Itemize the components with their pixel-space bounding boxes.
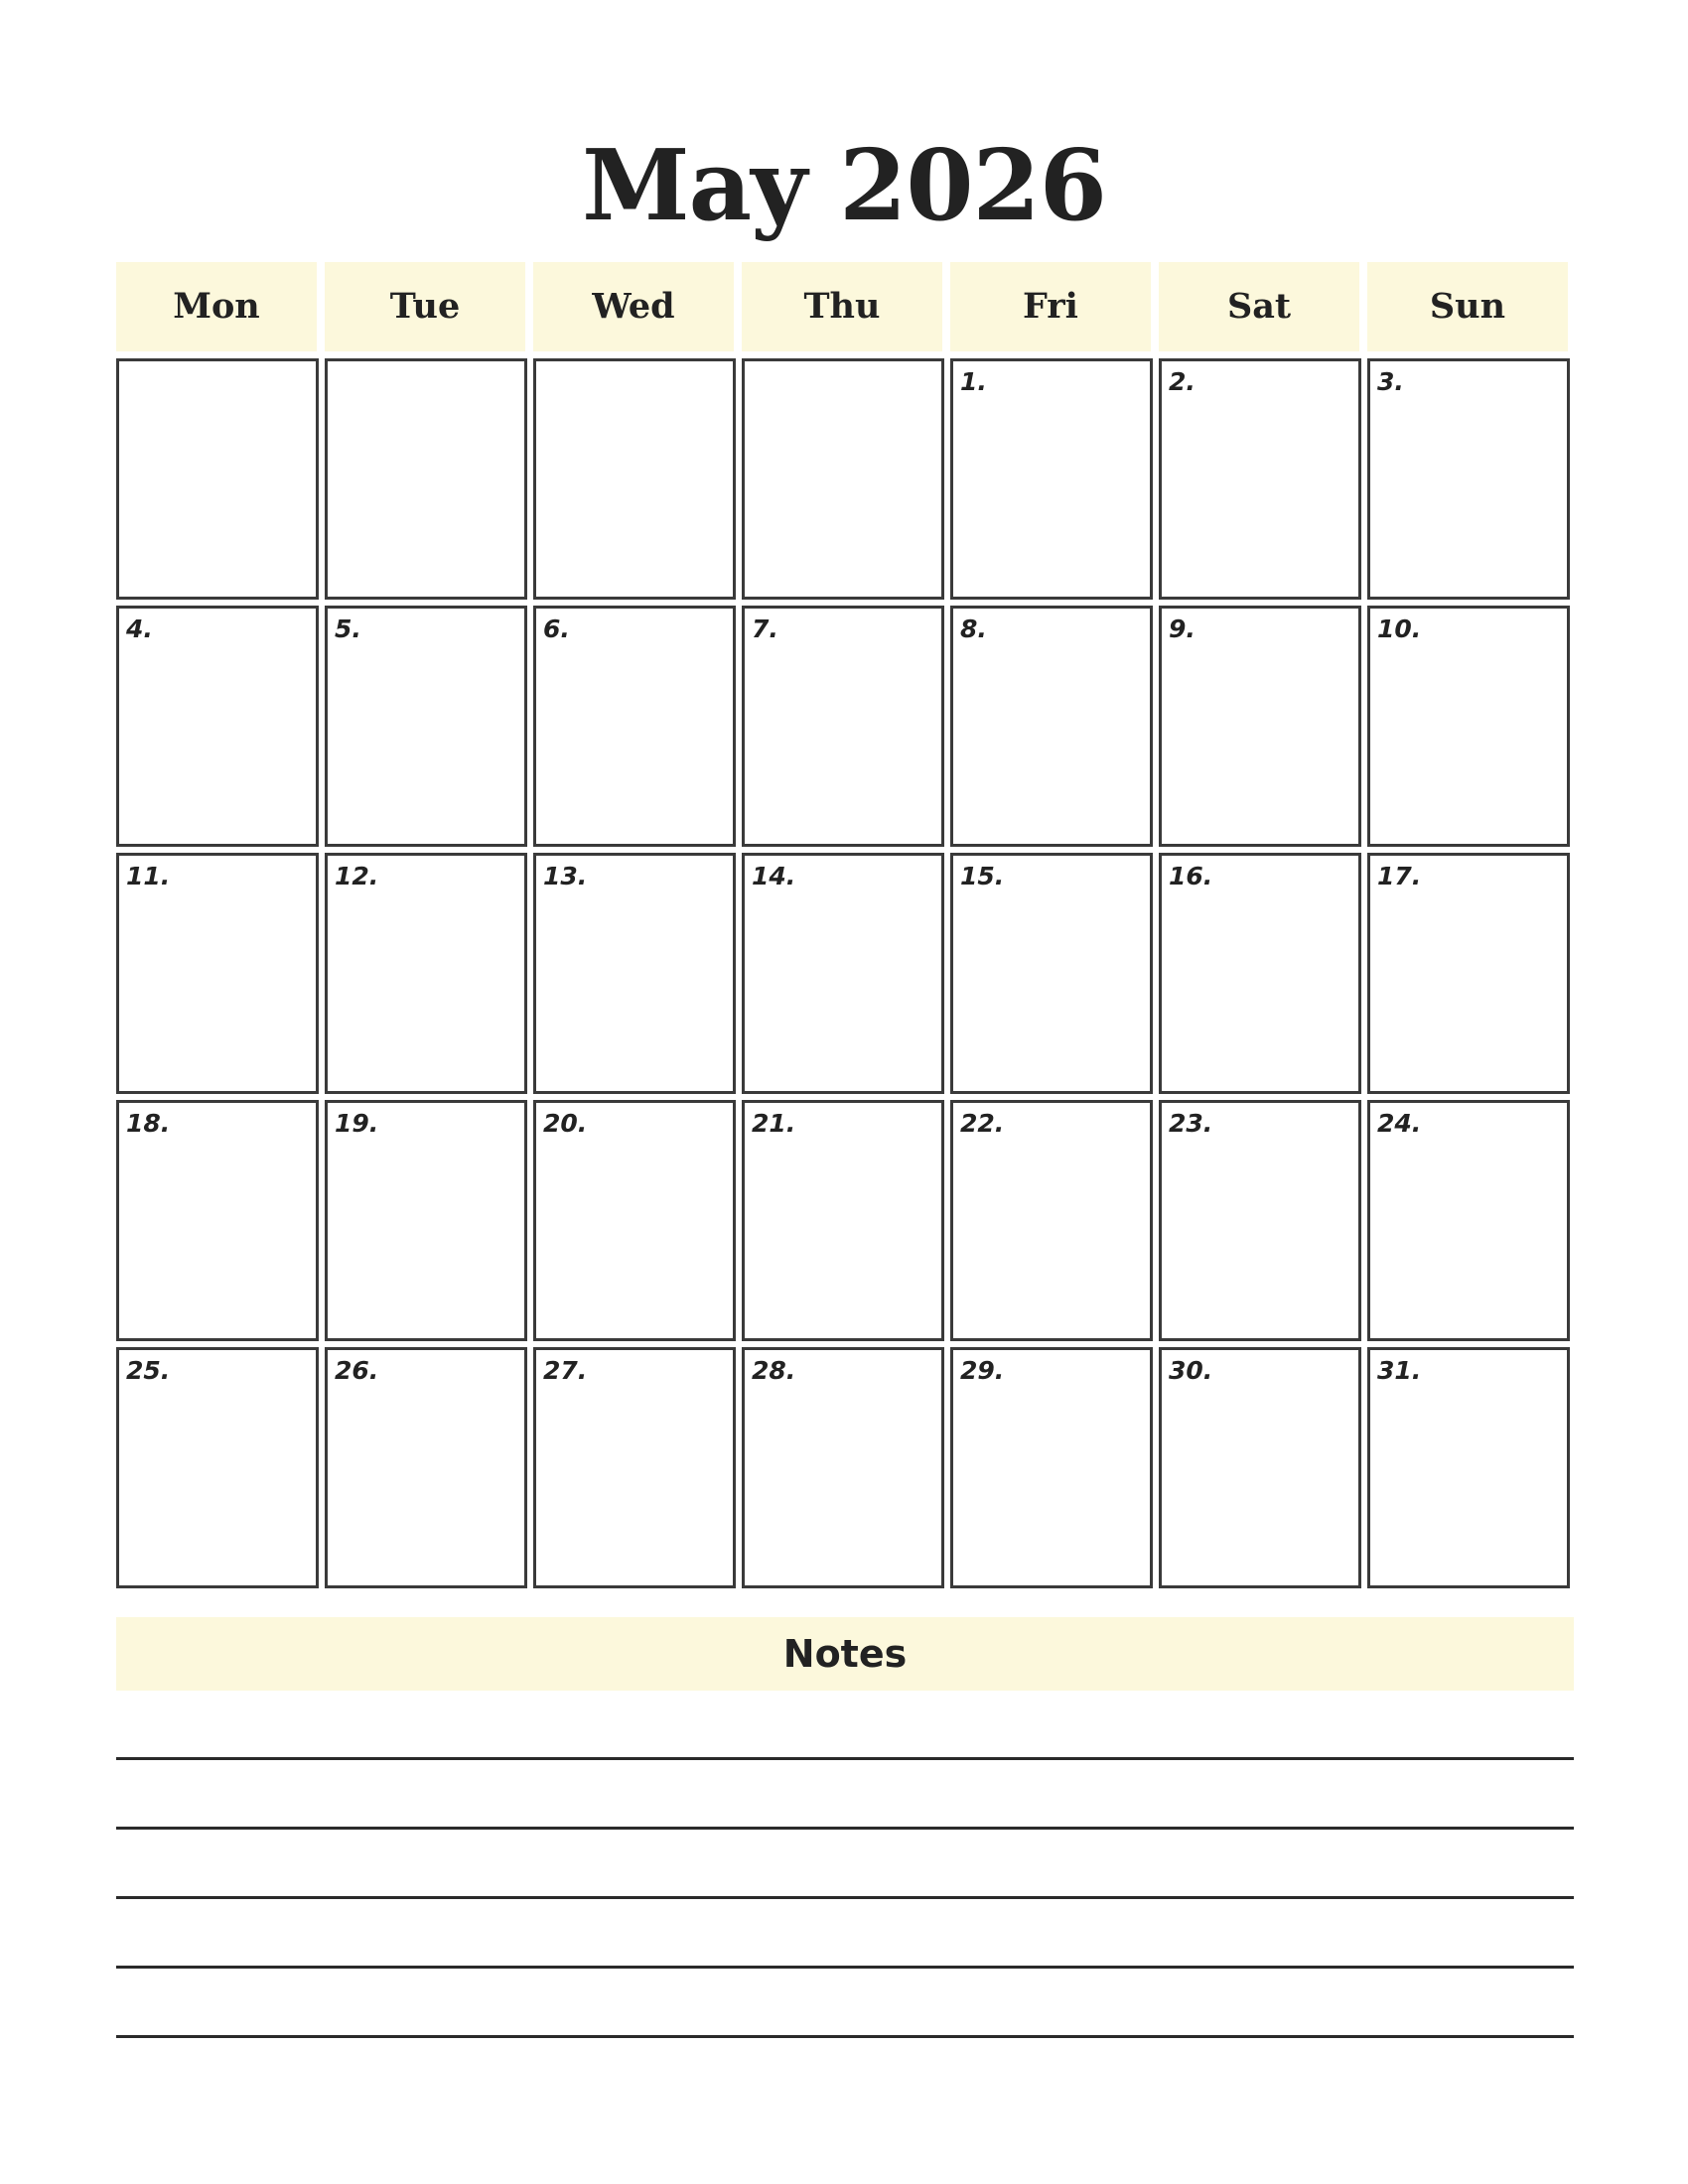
weekday-mon: Mon [116, 262, 317, 351]
day-number: 29. [960, 1356, 1005, 1385]
day-cell-15[interactable] [950, 853, 1153, 1094]
day-cell-3[interactable] [1367, 358, 1570, 600]
day-number: 12. [335, 862, 379, 890]
day-cell-10[interactable] [1367, 606, 1570, 847]
day-number: 16. [1169, 862, 1213, 890]
notes-line[interactable] [116, 1896, 1574, 1899]
day-cell-23[interactable] [1159, 1100, 1361, 1341]
calendar-grid [116, 358, 1574, 1589]
day-number: 13. [543, 862, 588, 890]
day-number: 5. [335, 614, 361, 643]
day-cell-29[interactable] [950, 1347, 1153, 1588]
day-number: 25. [126, 1356, 171, 1385]
day-cell-1[interactable] [950, 358, 1153, 600]
notes-line[interactable] [116, 2035, 1574, 2038]
day-number: 11. [126, 862, 171, 890]
day-cell-30[interactable] [1159, 1347, 1361, 1588]
weekday-sat: Sat [1159, 262, 1359, 351]
day-cell-8[interactable] [950, 606, 1153, 847]
day-number: 8. [960, 614, 987, 643]
day-cell-18[interactable] [116, 1100, 319, 1341]
day-number: 20. [543, 1109, 588, 1138]
day-number: 30. [1169, 1356, 1213, 1385]
day-number: 18. [126, 1109, 171, 1138]
day-cell-16[interactable] [1159, 853, 1361, 1094]
day-number: 6. [543, 614, 570, 643]
day-cell-21[interactable] [742, 1100, 944, 1341]
day-cell-22[interactable] [950, 1100, 1153, 1341]
day-number: 19. [335, 1109, 379, 1138]
day-cell-5[interactable] [325, 606, 527, 847]
day-cell-31[interactable] [1367, 1347, 1570, 1588]
weekday-wed: Wed [533, 262, 734, 351]
day-cell-25[interactable] [116, 1347, 319, 1588]
day-cell-6[interactable] [533, 606, 736, 847]
day-number: 22. [960, 1109, 1005, 1138]
day-cell-27[interactable] [533, 1347, 736, 1588]
day-number: 7. [752, 614, 778, 643]
day-number: 17. [1377, 862, 1422, 890]
weekday-sun: Sun [1367, 262, 1568, 351]
day-cell-13[interactable] [533, 853, 736, 1094]
day-number: 27. [543, 1356, 588, 1385]
day-number: 26. [335, 1356, 379, 1385]
day-cell-9[interactable] [1159, 606, 1361, 847]
weekday-tue: Tue [325, 262, 525, 351]
day-cell-28[interactable] [742, 1347, 944, 1588]
day-number: 2. [1169, 367, 1196, 396]
calendar-title: May 2026 [582, 129, 1106, 243]
day-cell-20[interactable] [533, 1100, 736, 1341]
day-cell-11[interactable] [116, 853, 319, 1094]
notes-line[interactable] [116, 1757, 1574, 1760]
day-number: 31. [1377, 1356, 1422, 1385]
day-cell-19[interactable] [325, 1100, 527, 1341]
notes-line[interactable] [116, 1827, 1574, 1830]
empty-day-cell[interactable] [533, 358, 736, 600]
day-cell-2[interactable] [1159, 358, 1361, 600]
weekday-fri: Fri [950, 262, 1151, 351]
day-number: 21. [752, 1109, 796, 1138]
empty-day-cell[interactable] [742, 358, 944, 600]
empty-day-cell[interactable] [116, 358, 319, 600]
day-number: 23. [1169, 1109, 1213, 1138]
day-number: 24. [1377, 1109, 1422, 1138]
day-cell-7[interactable] [742, 606, 944, 847]
notes-line[interactable] [116, 1966, 1574, 1969]
day-cell-12[interactable] [325, 853, 527, 1094]
day-cell-4[interactable] [116, 606, 319, 847]
day-number: 9. [1169, 614, 1196, 643]
day-cell-24[interactable] [1367, 1100, 1570, 1341]
day-number: 4. [126, 614, 153, 643]
day-cell-14[interactable] [742, 853, 944, 1094]
weekday-header-row [116, 262, 1574, 351]
day-number: 3. [1377, 367, 1404, 396]
notes-header: Notes [116, 1617, 1574, 1691]
day-cell-26[interactable] [325, 1347, 527, 1588]
weekday-thu: Thu [742, 262, 942, 351]
day-number: 10. [1377, 614, 1422, 643]
empty-day-cell[interactable] [325, 358, 527, 600]
day-number: 1. [960, 367, 987, 396]
day-cell-17[interactable] [1367, 853, 1570, 1094]
day-number: 15. [960, 862, 1005, 890]
day-number: 28. [752, 1356, 796, 1385]
day-number: 14. [752, 862, 796, 890]
